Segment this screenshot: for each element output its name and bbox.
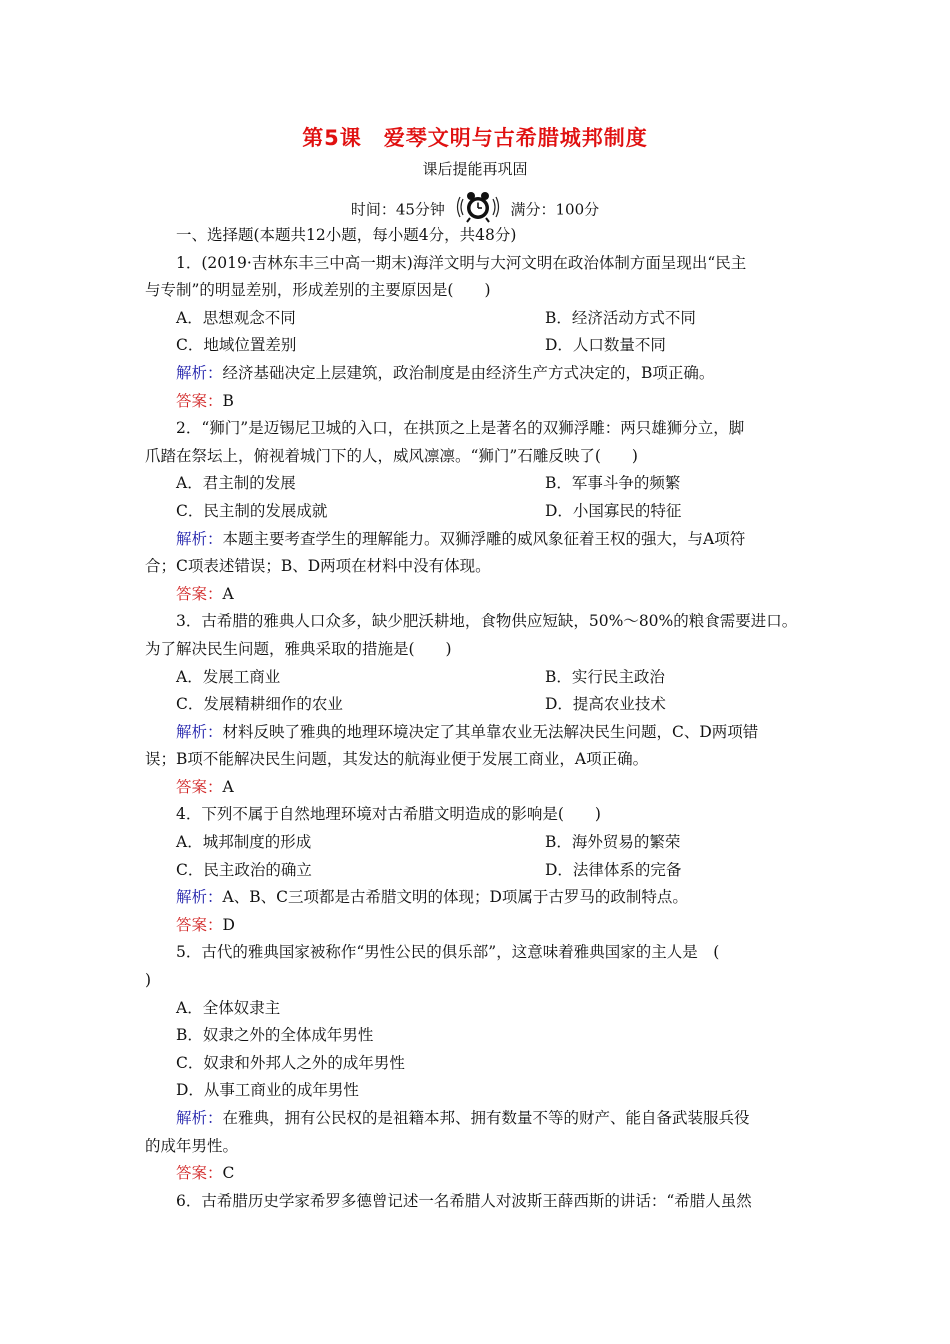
option-row bbox=[145, 332, 820, 360]
question-stem: 6．古希腊历史学家希罗多德曾记述一名希腊人对波斯王薛西斯的讲话：“希腊人虽然 bbox=[176, 1191, 752, 1210]
analysis-label: 解析： bbox=[176, 363, 223, 382]
question-stem: 5．古代的雅典国家被称作“男性公民的俱乐部”，这意味着雅典国家的主人是 ( bbox=[176, 943, 720, 962]
question-stem-continued: 与专制”的明显差别，形成差别的主要原因是( ) bbox=[145, 281, 491, 300]
answer-label: 答案： bbox=[176, 391, 223, 410]
question-stem: 4．下列不属于自然地理环境对古希腊文明造成的影响是( ) bbox=[176, 805, 601, 824]
answer-value: A bbox=[222, 584, 234, 603]
option-d: D．小国寡民的特征 bbox=[545, 501, 682, 520]
page-title: 第5课 爱琴文明与古希腊城邦制度 bbox=[302, 126, 648, 150]
time-label: 时间：45分钟 bbox=[350, 200, 445, 219]
analysis-label: 解析： bbox=[176, 722, 223, 741]
option-b: B．军事斗争的频繁 bbox=[545, 474, 681, 493]
analysis-label: 解析： bbox=[176, 888, 223, 907]
option-a: A．城邦制度的形成 bbox=[176, 833, 312, 852]
answer-value: D bbox=[222, 915, 235, 934]
analysis-continued: 的成年男性。 bbox=[145, 1136, 239, 1155]
option-row bbox=[145, 857, 820, 885]
option-d: D．法律体系的完备 bbox=[545, 860, 682, 879]
analysis bbox=[145, 526, 820, 554]
answer bbox=[145, 1160, 820, 1188]
option-a: A．全体奴隶主 bbox=[176, 998, 281, 1017]
analysis-text: A、B、C三项都是古希腊文明的体现；D项属于古罗马的政制特点。 bbox=[222, 888, 688, 907]
option-b: B．经济活动方式不同 bbox=[545, 308, 696, 327]
analysis bbox=[145, 1105, 820, 1133]
answer-value: A bbox=[222, 777, 234, 796]
analysis-label: 解析： bbox=[176, 1109, 223, 1127]
option-b: B．奴隶之外的全体成年男性 bbox=[176, 1026, 374, 1045]
answer bbox=[145, 581, 820, 609]
answer-value: B bbox=[222, 391, 234, 410]
option-a: A．发展工商业 bbox=[176, 667, 281, 686]
question-stem-continued: 爪踏在祭坛上，俯视着城门下的人，威风凛凛。“狮门”石雕反映了( ) bbox=[145, 446, 638, 465]
option-c: C．奴隶和外邦人之外的成年男性 bbox=[176, 1053, 405, 1072]
analysis-text: 本题主要考查学生的理解能力。双狮浮雕的威风象征着王权的强大，与A项符 bbox=[222, 529, 746, 548]
analysis-label: 解析： bbox=[176, 529, 223, 548]
option-a: A．君主制的发展 bbox=[176, 474, 296, 493]
section-heading: 一、选择题(本题共12小题，每小题4分，共48分) bbox=[176, 226, 517, 244]
question-stem: 3．古希腊的雅典人口众多，缺少肥沃耕地，食物供应短缺，50%～80%的粮食需要进口。 bbox=[176, 612, 798, 631]
score-label: 满分：100分 bbox=[510, 200, 600, 219]
option-b: B．海外贸易的繁荣 bbox=[545, 833, 681, 852]
answer-value: C bbox=[222, 1164, 235, 1183]
option-row bbox=[145, 664, 820, 692]
option-d: D．从事工商业的成年男性 bbox=[176, 1081, 359, 1100]
answer bbox=[145, 388, 820, 416]
analysis-continued: 合；C项表述错误；B、D两项在材料中没有体现。 bbox=[145, 557, 491, 576]
option-c: C．民主政治的确立 bbox=[176, 860, 312, 879]
analysis-text: 材料反映了雅典的地理环境决定了其单靠农业无法解决民生问题，C、D两项错 bbox=[222, 722, 759, 741]
option-c: C．发展精耕细作的农业 bbox=[176, 695, 343, 714]
option-row bbox=[145, 305, 820, 333]
option-row bbox=[145, 498, 820, 526]
option-row bbox=[145, 470, 820, 498]
option-d: D．人口数量不同 bbox=[545, 336, 666, 355]
option-row bbox=[145, 691, 820, 719]
question-stem-continued: ) bbox=[145, 971, 152, 990]
answer-label: 答案： bbox=[176, 915, 223, 934]
option-c: C．地域位置差别 bbox=[176, 336, 297, 355]
question-stem: 2．“狮门”是迈锡尼卫城的入口，在拱顶之上是著名的双狮浮雕：两只雄狮分立，脚 bbox=[176, 419, 745, 438]
option-row bbox=[145, 829, 820, 857]
option-a: A．思想观念不同 bbox=[176, 308, 296, 327]
option-d: D．提高农业技术 bbox=[545, 695, 666, 714]
analysis bbox=[145, 360, 820, 388]
answer-label: 答案： bbox=[176, 1164, 223, 1183]
question-stem-continued: 为了解决民生问题，雅典采取的措施是( ) bbox=[145, 639, 452, 658]
analysis bbox=[145, 719, 820, 747]
option-c: C．民主制的发展成就 bbox=[176, 501, 328, 520]
answer bbox=[145, 912, 820, 940]
question-list bbox=[145, 222, 820, 1215]
page-subtitle: 课后提能再巩固 bbox=[422, 160, 528, 178]
answer-label: 答案： bbox=[176, 777, 223, 796]
answer-label: 答案： bbox=[176, 584, 223, 603]
question-stem: 1．(2019·吉林东丰三中高一期末)海洋文明与大河文明在政治体制方面呈现出“民主 bbox=[176, 253, 747, 272]
analysis bbox=[145, 884, 820, 912]
analysis-text: 在雅典，拥有公民权的是祖籍本邦、拥有数量不等的财产、能自备武装服兵役 bbox=[222, 1109, 750, 1127]
option-b: B．实行民主政治 bbox=[545, 667, 665, 686]
analysis-continued: 误；B项不能解决民生问题，其发达的航海业便于发展工商业，A项正确。 bbox=[145, 750, 649, 769]
analysis-text: 经济基础决定上层建筑，政治制度是由经济生产方式决定的，B项正确。 bbox=[222, 363, 715, 382]
answer bbox=[145, 774, 820, 802]
